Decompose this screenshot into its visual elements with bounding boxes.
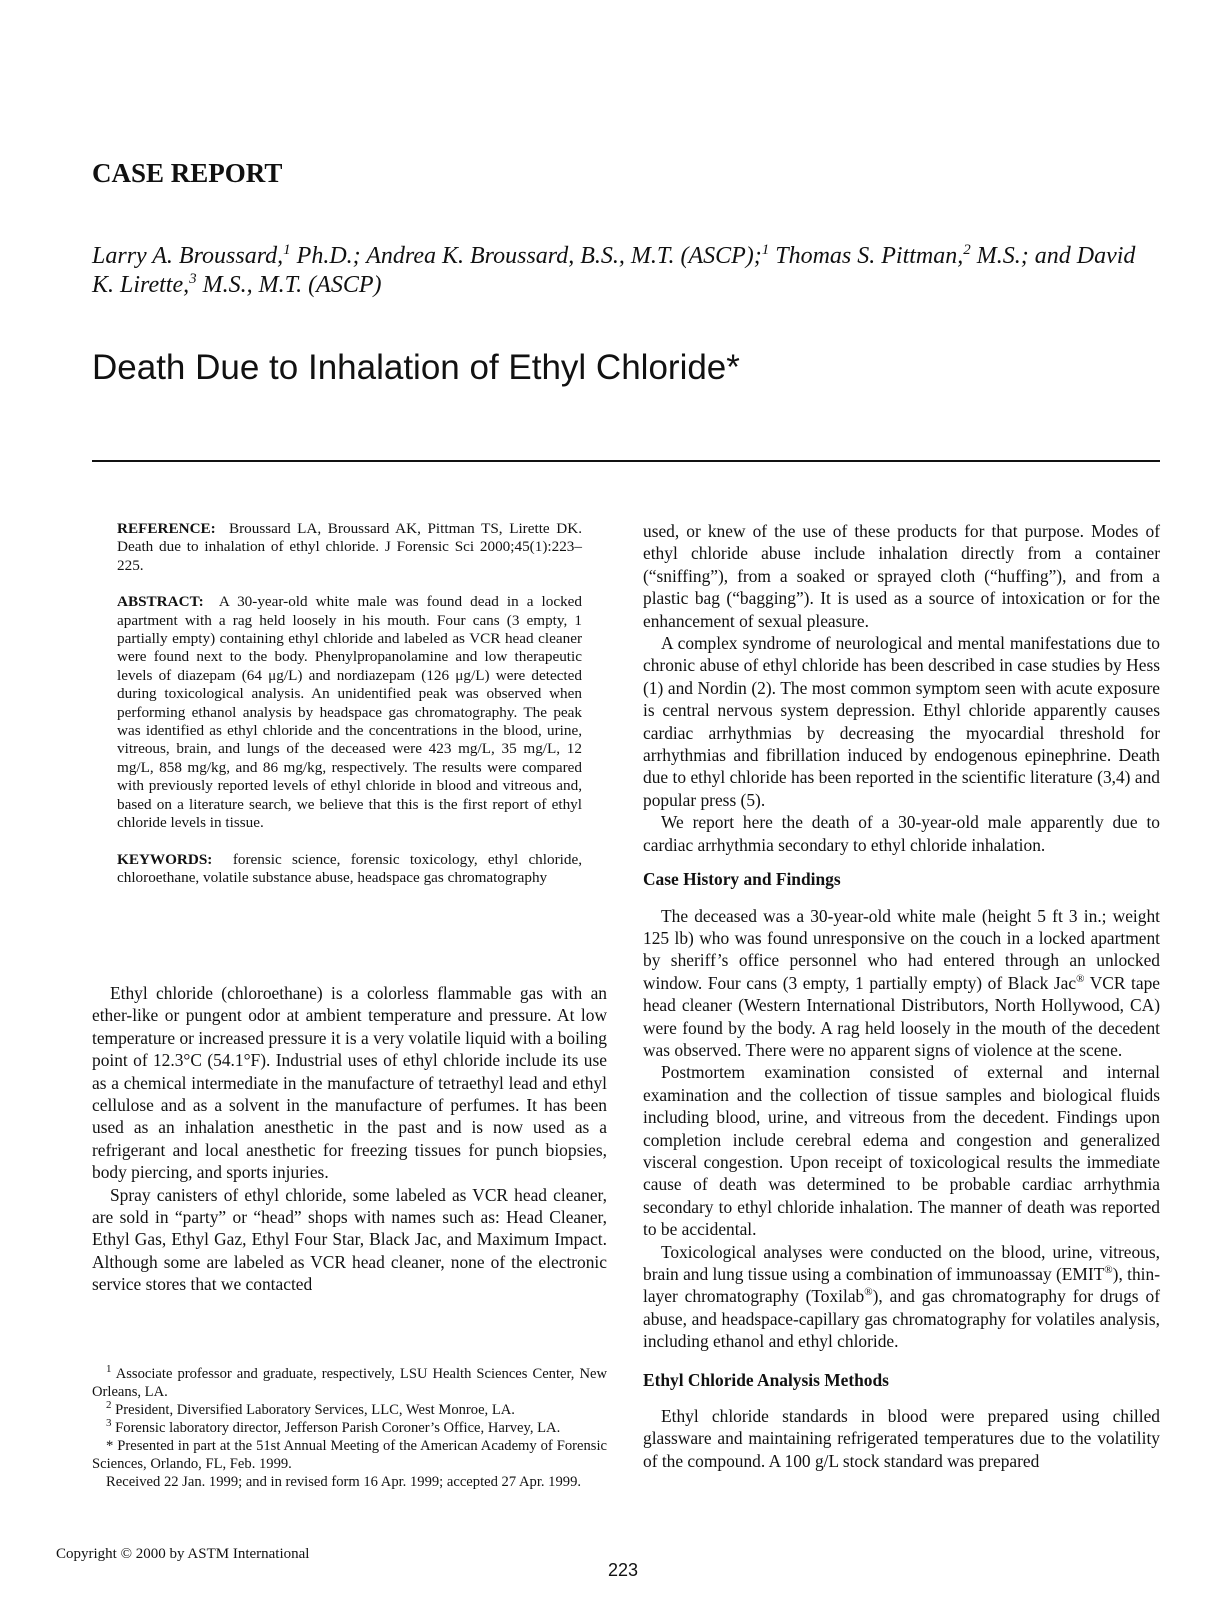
footnote-text: Associate professor and graduate, respectively, LSU Health Sciences Center, New Orleans, LA.: [92, 1366, 607, 1400]
text-run: The deceased was a 30-year-old white male (height 5 ft 3 in.; weight 125 lb) who was found unresponsive on the couch in a locked apartment by sheriff’s office personnel who had entered through an unlocked window. Four cans (3 empty, 1 partially empty) of Black Jac: [643, 905, 1160, 993]
affiliation-mark: 1: [283, 242, 291, 258]
author-list: [92, 242, 1160, 300]
body-paragraph: A complex syndrome of neurological and mental manifestations due to chronic abuse of ethyl chloride has been described in case studies by Hess (1) and Nordin (2). The most common symptom seen with acute exposure is central nervous system depression. Ethyl chloride apparently causes cardiac arrhythmias by decreasing the myocardial threshold for arrhythmias and fibrillation induced by endogenous epinephrine. Death due to ethyl chloride has been reported in the scientific literature (3,4) and popular press (5).: [643, 633, 1160, 810]
body-paragraph: Ethyl chloride (chloroethane) is a colorless flammable gas with an ether-like or pungent odor at ambient temperature and pressure. At low temperature or increased pressure it is a very volatile liquid with a boiling point of 12.3°C (54.1°F). Industrial uses of ethyl chloride include its use as a chemical intermediate in the manufacture of tetraethyl lead and ethyl cellulose and as a solvent in the manufacture of perfumes. It has been used as an inhalation anesthetic in the past and is now used as a refrigerant and local anesthetic for freezing tissues for punch biopsies, body piercing, and sports injuries.: [92, 983, 607, 1183]
author-name: Andrea K. Broussard, B.S., M.T. (ASCP);: [366, 243, 762, 269]
page-number: 223: [608, 1560, 639, 1580]
author-degree: Ph.D.;: [290, 243, 367, 269]
footnotes: [92, 1365, 607, 1491]
affiliation-mark: 1: [761, 242, 770, 258]
footnote: * Presented in part at the 51st Annual Meeting of the American Academy of Forensic Sciences, Orlando, FL, Feb. 1999.: [92, 1438, 607, 1472]
body-paragraph: [643, 905, 1160, 1062]
body-paragraph: Spray canisters of ethyl chloride, some labeled as VCR head cleaner, are sold in “party” or “head” shops with names such as: Head Cleaner, Ethyl Gas, Ethyl Gaz, Ethyl Four Star, Black Jac, and Maximum Impact. Although some are labeled as VCR head cleaner, none of the electronic service stores that we contacted: [92, 1184, 607, 1295]
registered-mark: ®: [864, 1286, 873, 1299]
author-name: David K. Lirette,: [92, 243, 1136, 298]
author-degree: M.S.; and: [970, 243, 1077, 269]
footnote-text: President, Diversified Laboratory Services, LLC, West Monroe, LA.: [115, 1402, 515, 1418]
section-label: CASE REPORT: [92, 158, 283, 188]
affiliation-mark: 2: [963, 242, 971, 258]
body-paragraph: [643, 1241, 1160, 1353]
keywords-text: forensic science, forensic toxicology, ethyl chloride, chloroethane, volatile substance abuse, headspace gas chromatography: [117, 850, 582, 886]
footnote: [92, 1419, 607, 1437]
section-heading-analysis-methods: Ethyl Chloride Analysis Methods: [643, 1369, 889, 1390]
abstract-paragraph: [117, 593, 582, 832]
footnote-text: Forensic laboratory director, Jefferson Parish Coroner’s Office, Harvey, LA.: [115, 1420, 561, 1436]
affiliation-mark: 3: [189, 271, 197, 287]
abstract-box: [117, 520, 582, 905]
text-run: ), and gas chromatography for drugs of abuse, and headspace-capillary gas chromatography for volatiles analysis, including ethanol and ethyl chloride.: [643, 1286, 1160, 1352]
reference-label: REFERENCE:: [117, 520, 216, 537]
author-name: Larry A. Broussard,: [92, 243, 284, 269]
registered-mark: ®: [1104, 1264, 1113, 1277]
footnote-mark: 1: [106, 1363, 112, 1376]
article-title: Death Due to Inhalation of Ethyl Chloride*: [92, 348, 740, 387]
keywords-paragraph: [117, 851, 582, 888]
reference-paragraph: [117, 520, 582, 575]
body-paragraph: Ethyl chloride standards in blood were prepared using chilled glassware and maintaining refrigerated temperatures due to the volatility of the compound. A 100 g/L stock standard was prepared: [643, 1406, 1160, 1471]
author-name: Thomas S. Pittman,: [775, 243, 964, 269]
received-dates: Received 22 Jan. 1999; and in revised form 16 Apr. 1999; accepted 27 Apr. 1999.: [106, 1474, 582, 1490]
footnote: [92, 1401, 607, 1419]
abstract-label: ABSTRACT:: [117, 593, 204, 611]
title-divider: [92, 460, 1160, 462]
body-paragraph: We report here the death of a 30-year-old male apparently due to cardiac arrhythmia secondary to ethyl chloride inhalation.: [643, 812, 1160, 855]
section-heading-case-history: Case History and Findings: [643, 869, 841, 890]
text-run: ), thin-layer chromatography (Toxilab: [643, 1264, 1160, 1307]
copyright-notice: Copyright © 2000 by ASTM International: [56, 1546, 310, 1562]
text-run: Toxicological analyses were conducted on the blood, urine, vitreous, brain and lung tissue using a combination of immunoassay (EMIT: [643, 1241, 1160, 1284]
footnote-mark: 3: [106, 1417, 112, 1430]
right-column-body: [643, 520, 1160, 1472]
body-paragraph: Postmortem examination consisted of external and internal examination and the collection of tissue samples and biological fluids including blood, urine, and vitreous from the decedent. Findings upon completion include cerebral edema and congestion and generalized visceral congestion. Upon receipt of toxicological results the immediate cause of death was determined to be probable cardiac arrhythmia secondary to ethyl chloride inhalation. The manner of death was reported to be accidental.: [643, 1062, 1160, 1240]
keywords-label: KEYWORDS:: [117, 850, 213, 868]
text-run: VCR tape head cleaner (Western International Distributors, North Hollywood, CA) were found by the body. A rag held loosely in the mouth of the decedent was observed. There were no apparent signs of violence at the scene.: [643, 972, 1160, 1060]
reference-text: Broussard LA, Broussard AK, Pittman TS, Lirette DK. Death due to inhalation of ethyl chloride. J Forensic Sci 2000;45(1):223–225.: [117, 520, 583, 574]
body-paragraph: used, or knew of the use of these products for that purpose. Modes of ethyl chloride abuse include inhalation directly from a container (“sniffing”), from a soaked or sprayed cloth (“huffing”), and from a plastic bag (“bagging”). It is used as a source of intoxication or for the enhancement of sexual pleasure.: [643, 521, 1160, 631]
left-column-body: [92, 982, 607, 1296]
footnote: [92, 1365, 607, 1401]
abstract-text: A 30-year-old white male was found dead in a locked apartment with a rag held loosely in his mouth. Four cans (3 empty, 1 partially empty) containing ethyl chloride and labeled as VCR head cleaner were found next to the body. Phenylpropanolamine and low therapeutic levels of diazepam (64 μg/L) and nordiazepam (126 μg/L) were detected during toxicological analysis. An unidentified peak was observed when performing ethanol analysis by headspace gas chromatography. The peak was identified as ethyl chloride and the concentrations in the blood, urine, vitreous, brain, and lungs of the deceased were 423 mg/L, 35 mg/L, 12 mg/L, 858 mg/kg, and 86 mg/kg, respectively. The results were compared with previously reported levels of ethyl chloride in blood and vitreous and, based on a literature search, we believe that this is the first report of ethyl chloride levels in tissue.: [117, 593, 582, 832]
registered-mark: ®: [1076, 972, 1085, 985]
footnote-mark: 2: [106, 1399, 112, 1412]
author-degree: M.S., M.T. (ASCP): [196, 272, 382, 298]
